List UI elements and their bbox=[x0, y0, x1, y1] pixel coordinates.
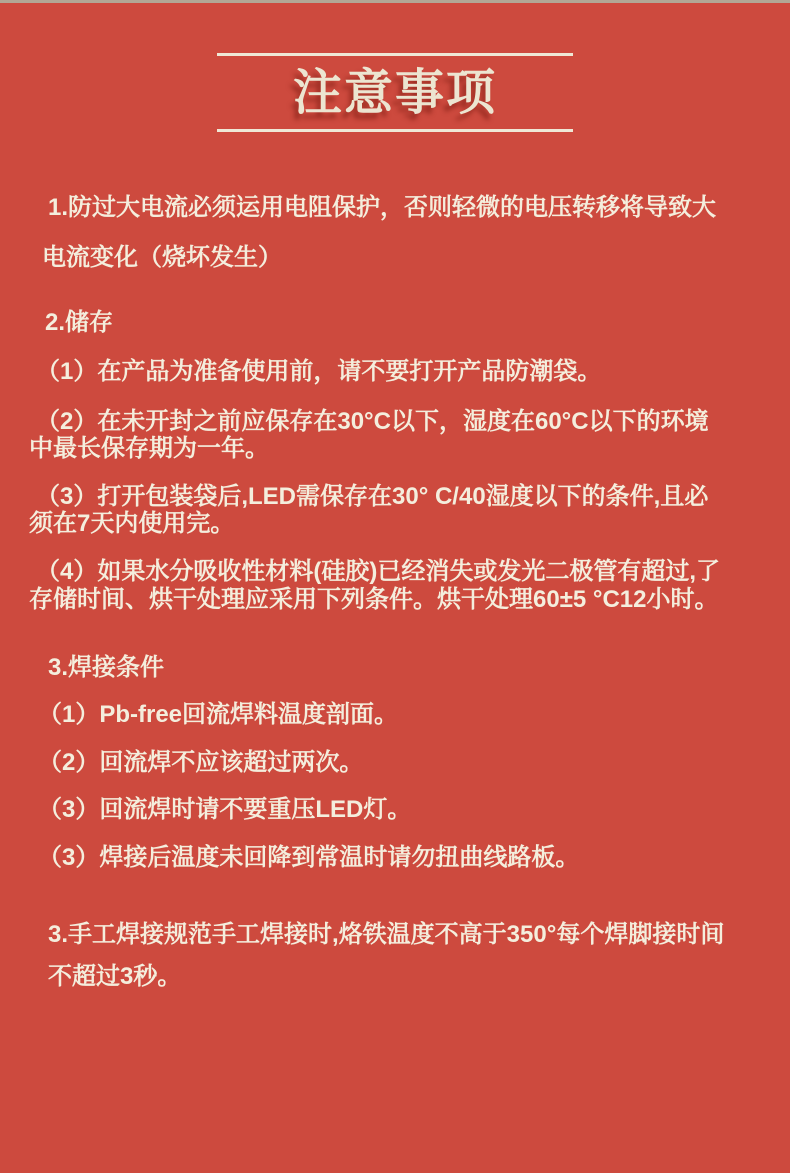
soldering-item: （1）Pb-free回流焊料温度剖面。 bbox=[38, 701, 399, 728]
storage-item-line: （4）如果水分吸收性材料(硅胶)已经消失或发光二极管有超过,了 bbox=[36, 558, 720, 585]
title-rule-top bbox=[217, 53, 573, 56]
soldering-heading: 3.焊接条件 bbox=[48, 654, 165, 681]
hand-soldering-line: 3.手工焊接规范手工焊接时,烙铁温度不高于350°每个焊脚接时间 bbox=[48, 921, 725, 948]
storage-item-line: 存储时间、烘干处理应采用下列条件。烘干处理60±5 °C12小时。 bbox=[29, 586, 719, 613]
title-rule-bottom bbox=[217, 129, 573, 132]
hand-soldering-line: 不超过3秒。 bbox=[48, 963, 182, 990]
soldering-item: （3）焊接后温度未回降到常温时请勿扭曲线路板。 bbox=[38, 844, 580, 871]
intro-line: 1.防过大电流必须运用电阻保护，否则轻微的电压转移将导致大 bbox=[48, 194, 717, 221]
title-block bbox=[217, 53, 573, 132]
storage-item-line: 中最长保存期为一年。 bbox=[29, 435, 269, 462]
storage-item-line: （1）在产品为准备使用前，请不要打开产品防潮袋。 bbox=[36, 358, 602, 385]
intro-line: 电流变化（烧坏发生） bbox=[42, 244, 282, 271]
soldering-item: （3）回流焊时请不要重压LED灯。 bbox=[38, 796, 412, 823]
storage-item-line: （2）在未开封之前应保存在30°C以下，湿度在60°C以下的环境 bbox=[36, 408, 709, 435]
top-edge-strip bbox=[0, 0, 790, 3]
storage-item-line: （3）打开包装袋后,LED需保存在30° C/40湿度以下的条件,且必 bbox=[36, 483, 709, 510]
page-title: 注意事项 bbox=[292, 66, 497, 120]
storage-heading: 2.储存 bbox=[45, 309, 114, 336]
storage-item-line: 须在7天内使用完。 bbox=[29, 510, 235, 537]
soldering-item: （2）回流焊不应该超过两次。 bbox=[38, 749, 364, 776]
